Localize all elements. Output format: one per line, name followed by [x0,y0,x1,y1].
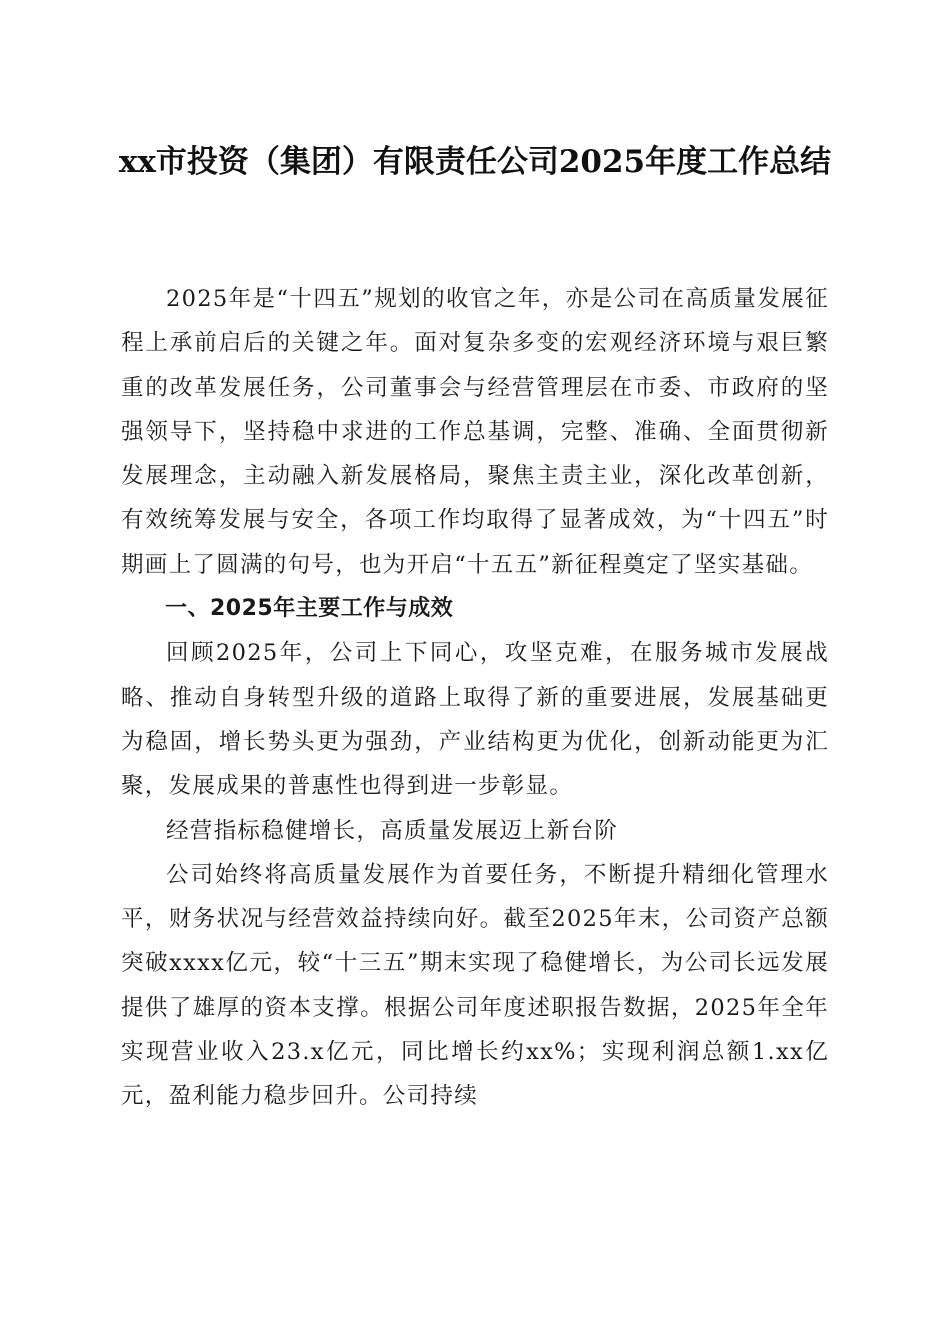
document-title: xx市投资（集团）有限责任公司2025年度工作总结 [118,144,832,180]
section-heading: 一、2025年主要工作与成效 [165,596,454,622]
subsection-heading: 经营指标稳健增长，高质量发展迈上新台阶 [166,817,619,844]
subsection-paragraph: 公司始终将高质量发展作为首要任务，不断提升精细化管理水平，财务状况与经营效益持续向好。截至2025年末，公司资产总额突破xxxx亿元，较“十三五”期末实现了稳健增长，为公司长远发展提供了雄厚的资本支撑。根据公司年度述职报告数据，2025年全年实现营业收入23.x亿元，同比增长约xx%；实现利润总额1.xx亿元，盈利能力稳步回升。公司持续 [121,861,829,1110]
intro-paragraph: 2025年是“十四五”规划的收官之年，亦是公司在高质量发展征程上承前启后的关键之年。面对复杂多变的宏观经济环境与艰巨繁重的改革发展任务，公司董事会与经营管理层在市委、市政府的坚强领导下，坚持稳中求进的工作总基调，完整、准确、全面贯彻新发展理念，主动融入新发展格局，聚焦主责主业，深化改革创新，有效统筹发展与安全，各项工作均取得了显著成效，为“十四五”时期画上了圆满的句号，也为开启“十五五”新征程奠定了坚实基础。 [121,286,829,578]
section-paragraph: 回顾2025年，公司上下同心，攻坚克难，在服务城市发展战略、推动自身转型升级的道路上取得了新的重要进展，发展基础更为稳固，增长势头更为强劲，产业结构更为优化，创新动能更为汇聚，发展成果的普惠性也得到进一步彰显。 [121,640,829,800]
document-body [121,277,829,1119]
